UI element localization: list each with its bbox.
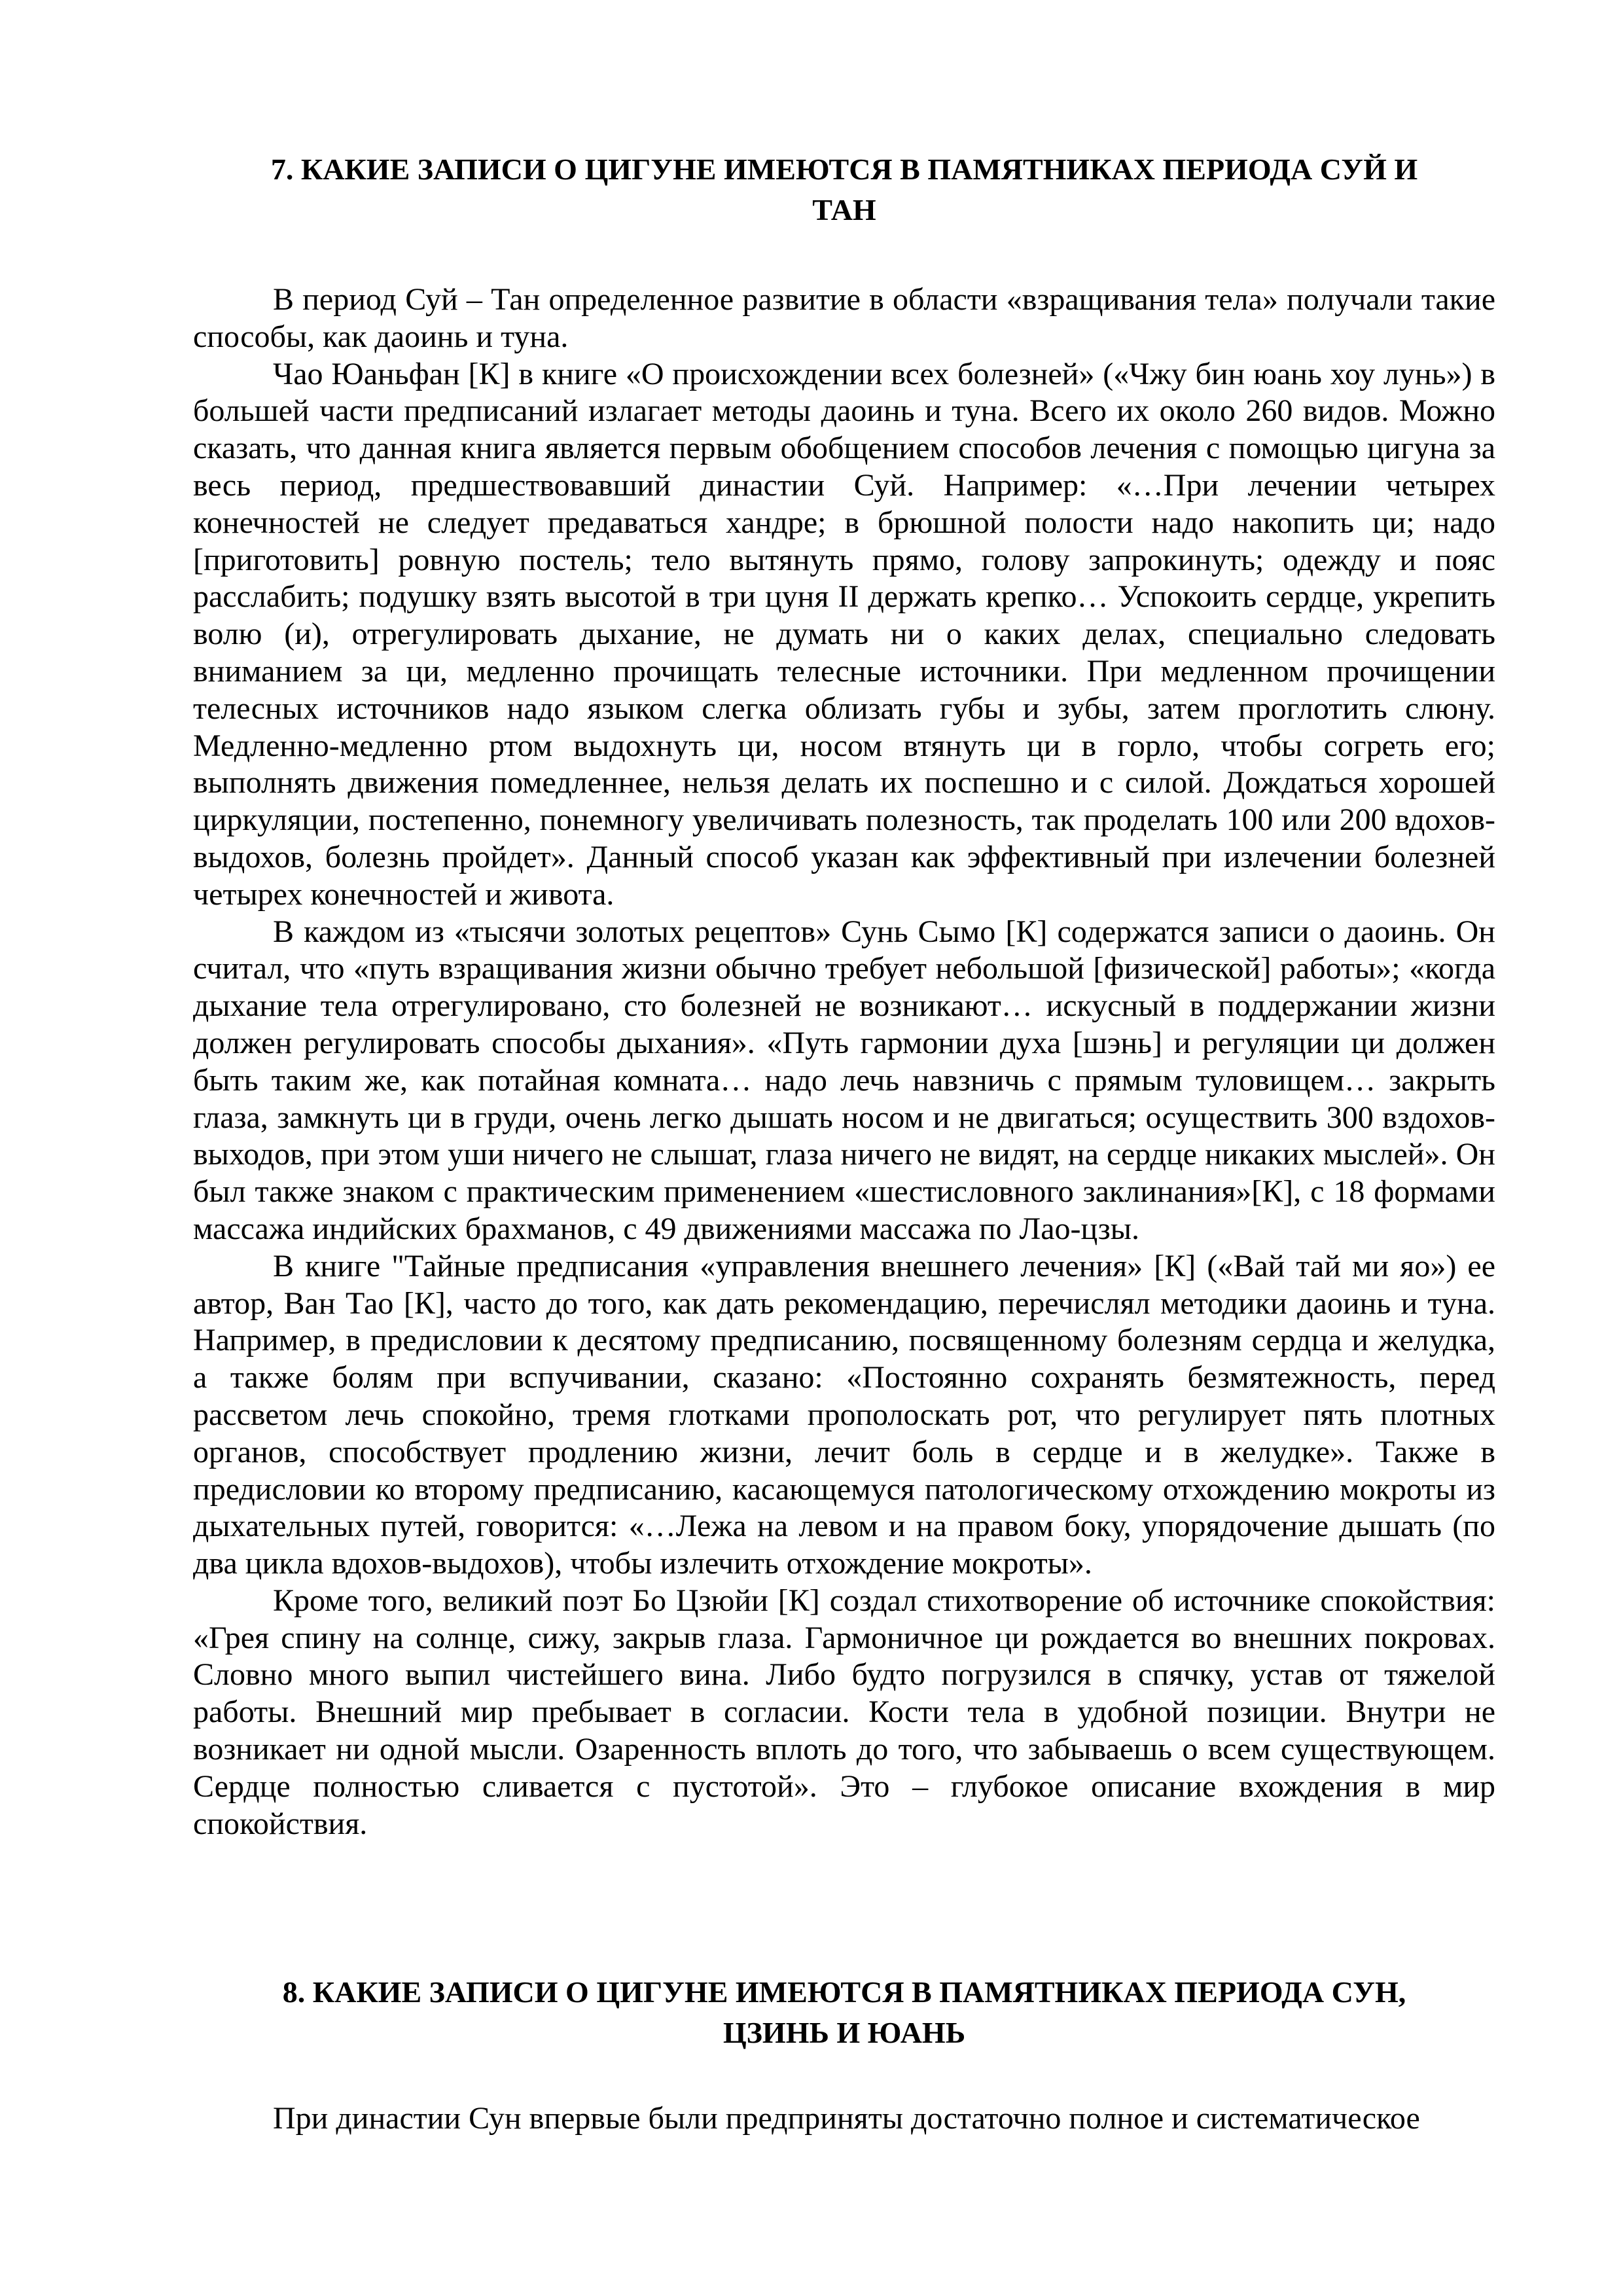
section-7 — [193, 149, 1495, 1842]
paragraph: В книге "Тайные предписания «управления внешнего лечения» [К] («Вай тай ми яо») ее автор, Ван Тао [К], часто до того, как дать рекомендацию, перечислял методики даоинь и туна. Например, в предисловии к десятому предписанию, посвященному болезням сердца и желудка, а также болям при вспучивании, сказано: «Постоянно сохранять безмятежность, перед рассветом лечь спокойно, тремя глотками прополоскать рот, что регулирует пять плотных органов, способствует продлению жизни, лечит боль в сердце и в желудке». Также в предисловии ко второму предписанию, касающемуся патологическому отхождению мокроты из дыхательных путей, говорится: «…Лежа на левом и на правом боку, упорядочение дышать (по два цикла вдохов-выдохов), чтобы излечить отхождение мокроты». — [193, 1248, 1495, 1581]
paragraph: При династии Сун впервые были предприняты достаточно полное и систематическое — [273, 2101, 1420, 2136]
section-7-heading — [193, 149, 1495, 230]
section-8-heading-line-2: ЦЗИНЬ И ЮАНЬ — [722, 2016, 966, 2049]
section-8 — [193, 1972, 1495, 2138]
paragraph: Кроме того, великий поэт Бо Цзюйи [К] создал стихотворение об источнике спокойствия: «Грея спину на солнце, сижу, закрыв глаза. Гармоничное ци рождается во внешних покровах. Словно много выпил чистейшего вина. Либо будто погрузился в спячку, устав от тяжелой работы. Внешний мир пребывает в согласии. Кости тела в удобной позиции. Внутри не возникает ни одной мысли. Озаренность вплоть до того, что забываешь о всем существующем. Сердце полностью сливается с пустотой». Это – глубокое описание вхождения в мир спокойствия. — [193, 1583, 1495, 1841]
section-8-heading-line-1: 8. КАКИЕ ЗАПИСИ О ЦИГУНЕ ИМЕЮТСЯ В ПАМЯТНИКАХ ПЕРИОДА СУН, — [282, 1975, 1406, 2009]
section-8-body — [193, 2100, 1495, 2138]
section-7-heading-line-2: ТАН — [812, 193, 876, 226]
paragraph: В каждом из «тысячи золотых рецептов» Сунь Сымо [К] содержатся записи о даоинь. Он считал, что «путь взращивания жизни обычно требует небольшой [физической] работы»; «когда дыхание тела отрегулировано, сто болезней не возникают… искусный в поддержании жизни должен регулировать способы дыхания». «Путь гармонии духа [шэнь] и регуляции ци должен быть таким же, как потайная комната… надо лечь навзничь с прямым туловищем… закрыть глаза, замкнуть ци в груди, очень легко дышать носом и не двигаться; осуществить 300 вздохов-выходов, при этом уши ничего не слышат, глаза ничего не видят, на сердце никаких мыслей». Он был также знаком с практическим применением «шестисловного заклинания»[К], с 18 формами массажа индийских брахманов, с 49 движениями массажа по Лао-цзы. — [193, 914, 1495, 1246]
section-7-body — [193, 281, 1495, 1842]
paragraph: Чао Юаньфан [К] в книге «О происхождении всех болезней» («Чжу бин юань хоу лунь») в большей части предписаний излагает методы даоинь и туна. Всего их около 260 видов. Можно сказать, что данная книга является первым обобщением способов лечения с помощью цигуна за весь период, предшествовавший династии Суй. Например: «…При лечении четырех конечностей не следует предаваться хандре; в брюшной полости надо накопить ци; надо [приготовить] ровную постель; тело вытянуть прямо, голову запрокинуть; одежду и пояс расслабить; подушку взять высотой в три цуня II держать крепко… Успокоить сердце, укрепить волю (и), отрегулировать дыхание, не думать ни о каких делах, специально следовать вниманием за ци, медленно прочищать телесные источники. При медленном прочищении телесных источников надо языком слегка облизать губы и зубы, затем проглотить слюну. Медленно-медленно ртом выдохнуть ци, носом втянуть ци в горло, чтобы согреть его; выполнять движения помедленнее, нельзя делать их поспешно и с силой. Дождаться хорошей циркуляции, постепенно, понемногу увеличивать полезность, так проделать 100 или 200 вдохов-выдохов, болезнь пройдет». Данный способ указан как эффективный при излечении болезней четырех конечностей и живота. — [193, 356, 1495, 912]
paragraph: В период Суй – Тан определенное развитие в области «взращивания тела» получали такие способы, как даоинь и туна. — [193, 282, 1495, 354]
section-7-heading-line-1: 7. КАКИЕ ЗАПИСИ О ЦИГУНЕ ИМЕЮТСЯ В ПАМЯТНИКАХ ПЕРИОДА СУЙ И — [270, 152, 1418, 186]
document-page — [193, 149, 1495, 2136]
section-8-heading — [193, 1972, 1495, 2053]
